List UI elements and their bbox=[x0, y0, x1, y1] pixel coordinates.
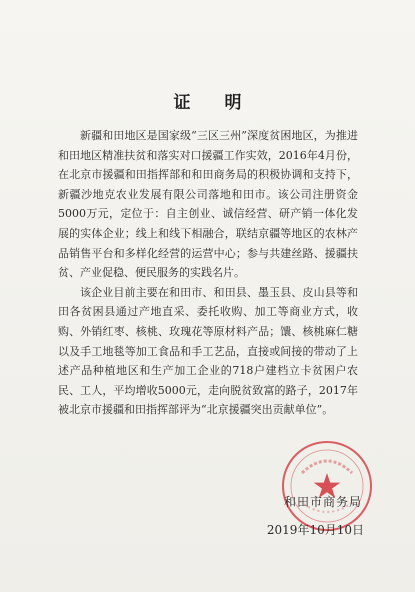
seal-star-icon bbox=[284, 443, 370, 529]
signature-date: 2019年10月10日 bbox=[266, 523, 364, 537]
paragraph-1: 新疆和田地区是国家级“三区三州”深度贫困地区，为推进和田地区精准扶贫和落实对口援疆工作实效，2016年4月份，在北京市援疆和田指挥部和和田商务局的积极协调和支持下，新疆沙地克农业发展有限公司落地和田市。该公司注册资金5000万元，定位于：自主创业、诚信经营、研产销一体化发展的实体企业；线上和线下相融合，联结京疆等地区的农林产品销售平台和多样化经营的运营中心；参与共建丝路、援疆扶贫、产业促稳、便民服务的实践名片。 bbox=[58, 129, 358, 280]
paragraph-2: 该企业目前主要在和田市、和田县、墨玉县、皮山县等和田各贫困县通过产地直采、委托收购、加工等商业方式，收购、外销红枣、核桃、玫瑰花等原材料产品；馕、核桃麻仁糖以及手工地毯等加工食品和手工艺品，直接或间接的带动了上述产品种植地区和生产加工企业的718户建档立卡贫困户农民、工人，平均增收5000元，走向脱贫致富的路子，2017年被北京市援疆和田指挥部评为“北京援疆突出贡献单位”。 bbox=[58, 285, 358, 417]
document-body bbox=[58, 126, 358, 420]
official-seal-icon bbox=[282, 441, 372, 531]
signature-org: 和田市商务局 bbox=[283, 495, 362, 509]
document-title: 证 明 bbox=[173, 93, 256, 113]
